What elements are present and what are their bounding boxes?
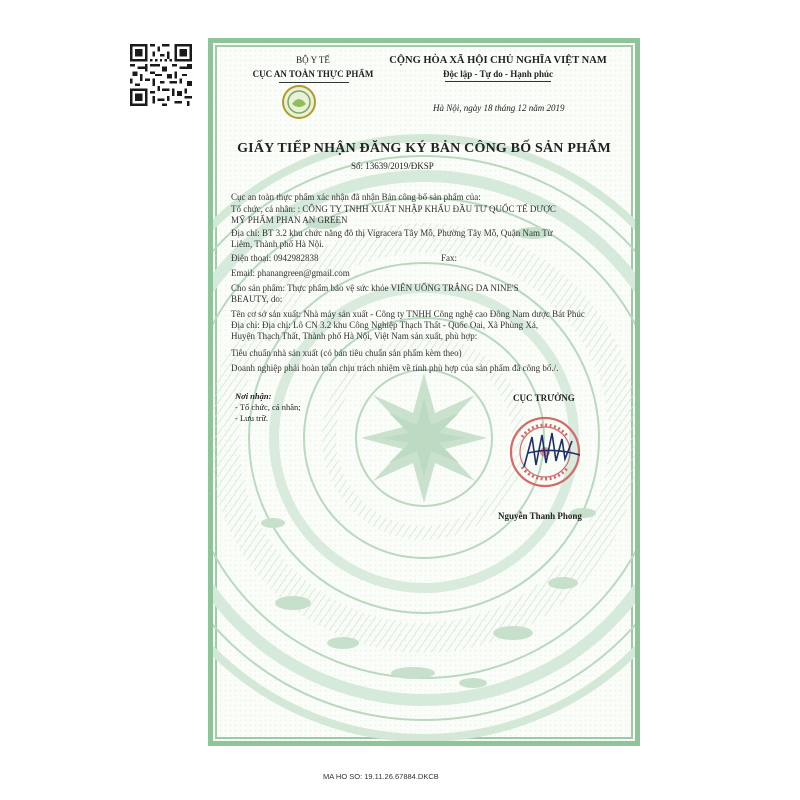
dossier-code: MA HO SO: 19.11.26.67884.DKCB <box>323 772 439 781</box>
manufacturer-line: Tên cơ sở sản xuất: Nhà máy sản xuất - Công ty TNHH Công nghệ cao Đông Nam dược Bát Phúc <box>231 309 585 319</box>
email-line: Email: phanangreen@gmail.com <box>231 268 350 278</box>
agency-underline <box>279 82 349 83</box>
agency-name: CỤC AN TOÀN THỰC PHẨM <box>252 69 374 79</box>
document-number: Số: 13639/2019/ĐKSP <box>351 161 434 171</box>
signatory-name: Nguyễn Thanh Phong <box>498 511 582 521</box>
qr-code-icon <box>130 44 192 106</box>
recipient-item: - Lưu trữ. <box>235 413 269 423</box>
signature-icon <box>518 425 588 480</box>
motto-underline <box>445 81 551 82</box>
document-title: GIẤY TIẾP NHẬN ĐĂNG KÝ BẢN CÔNG BỐ SẢN PHẨM <box>237 141 611 156</box>
product-line-1: Cho sản phẩm: Thực phẩm bảo vệ sức khỏe VIÊN UỐNG TRẮNG DA NINE'S <box>231 283 519 293</box>
fax-line: Fax: <box>441 253 458 263</box>
ministry-emblem-icon <box>281 84 317 120</box>
organization-line-2: MỸ PHẨM PHAN AN GREEN <box>231 215 348 225</box>
address-line-1: Địa chỉ: BT 3.2 khu chức năng đô thị Vigracera Tây Mỗ, Phường Tây Mỗ, Quận Nam Từ <box>231 228 553 238</box>
ministry-name: BỘ Y TẾ <box>296 55 330 65</box>
intro-line: Cục an toàn thực phẩm xác nhận đã nhận Bản công bố sản phẩm của: <box>231 192 481 202</box>
organization-line-1: Tổ chức, cá nhân: : CÔNG TY TNHH XUẤT NHẬP KHẨU ĐẦU TƯ QUỐC TẾ DƯỢC <box>231 204 556 214</box>
manufacturer-address-2: Huyện Thạch Thất, Thành phố Hà Nội, Việt Nam sản xuất, phù hợp: <box>231 331 478 341</box>
national-motto: Độc lập - Tự do - Hạnh phúc <box>442 69 553 79</box>
nation-title: CỘNG HÒA XÃ HỘI CHỦ NGHĨA VIỆT NAM <box>389 55 607 66</box>
recipients-heading: Nơi nhận: <box>235 391 272 401</box>
responsibility-line: Doanh nghiệp phải hoàn toàn chịu trách nhiệm về tính phù hợp của sản phẩm đã công bố./. <box>231 363 559 373</box>
standard-line: Tiêu chuẩn nhà sản xuất (có bản tiêu chuẩn sản phẩm kèm theo) <box>231 348 462 358</box>
issue-date: Hà Nội, ngày 18 tháng 12 năm 2019 <box>433 103 565 113</box>
phone-line: Điện thoại: 0942982838 <box>231 253 319 263</box>
product-line-2: BEAUTY, do: <box>231 294 283 304</box>
signatory-title: CỤC TRƯỞNG <box>513 393 575 403</box>
certificate-document <box>208 38 640 746</box>
address-line-2: Liêm, Thành phố Hà Nội. <box>231 239 324 249</box>
recipient-item: - Tổ chức, cá nhân; <box>235 402 301 412</box>
manufacturer-address-1: Địa chỉ: Địa chỉ: Lô CN 3.2 khu Công Nghiệp Thạch Thất - Quốc Oai, Xã Phùng Xá, <box>231 320 539 330</box>
